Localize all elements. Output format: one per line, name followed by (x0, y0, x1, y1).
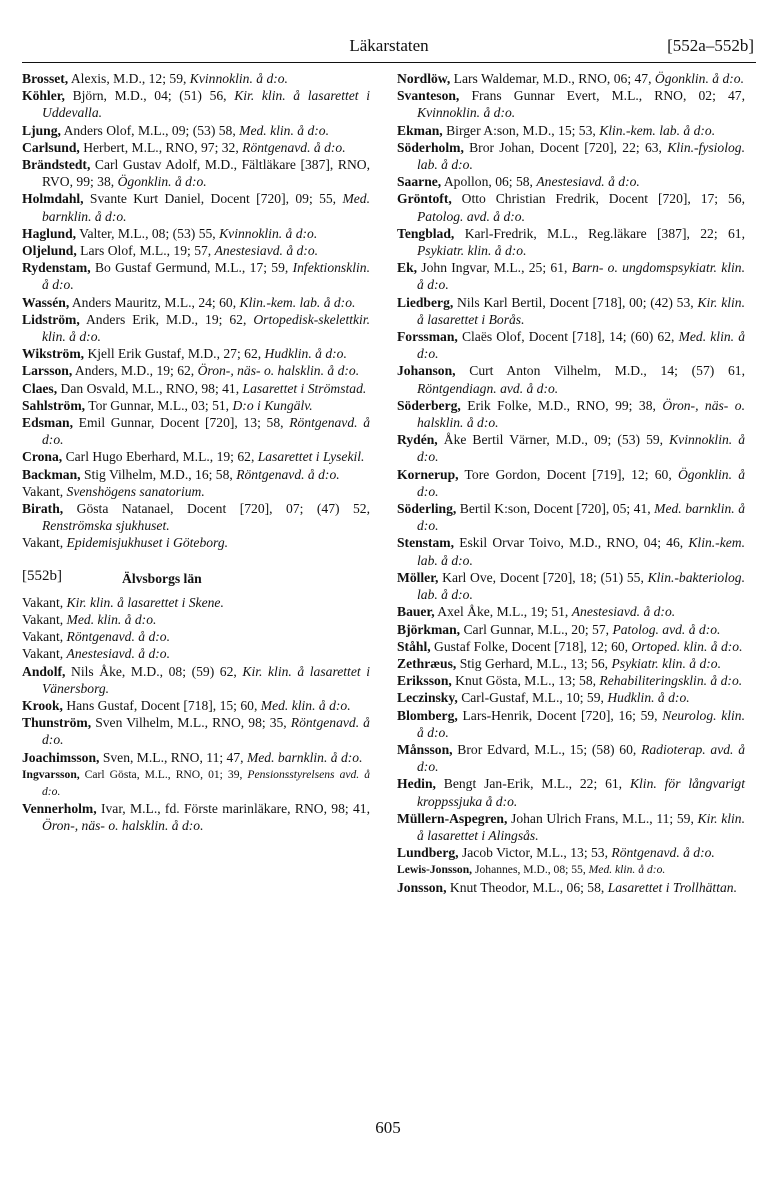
entry-details: Bertil K:son, Docent [720], 05; 41, (456, 501, 655, 517)
entry-workplace: Anestesiavd. å d:o. (536, 174, 640, 190)
entry-details: Sven, M.L., RNO, 11; 47, (99, 749, 247, 765)
entry-workplace: Kir. klin. å lasarettet i Alingsås. (417, 810, 746, 843)
directory-entry (22, 500, 370, 534)
entry-details: Anders Olof, M.L., 09; (53) 58, (60, 122, 240, 138)
entry-details: Eskil Orvar Toivo, M.D., RNO, 04; 46, (454, 535, 689, 551)
directory-entry (22, 259, 370, 293)
entry-workplace: Röntgendiagn. avd. å d:o. (417, 380, 559, 396)
directory-entry (22, 448, 370, 465)
directory-entry (397, 87, 745, 121)
entry-details: Anders Mauritz, M.L., 24; 60, (69, 294, 240, 310)
entry-workplace: Röntgenavd. å d:o. (42, 715, 370, 748)
entry-details: Bror Edvard, M.L., 15; (58) 60, (452, 741, 642, 757)
entry-details: Lars Olof, M.L., 19; 57, (76, 243, 215, 259)
directory-entry (397, 879, 745, 896)
entry-workplace: Psykiatr. klin. å d:o. (611, 655, 721, 671)
entry-workplace: Med. barnklin. å d:o. (417, 501, 745, 534)
entry-surname: Svanteson, (397, 88, 460, 104)
directory-entry (397, 397, 745, 431)
entry-workplace: Kvinnoklin. å d:o. (219, 225, 318, 241)
entry-surname: Björkman, (397, 621, 461, 637)
entry-details: Björn, M.D., 04; (51) 56, (64, 88, 235, 104)
entry-surname: Oljelund, (22, 243, 77, 259)
entry-surname: Haglund, (22, 225, 77, 241)
entry-details: Johan Ulrich Frans, M.L., 11; 59, (507, 810, 698, 826)
directory-entry (397, 534, 745, 568)
entry-details: Curt Anton Vilhelm, M.D., 14; (57) 61, (455, 363, 745, 379)
entry-details: Carl-Gustaf, M.L., 10; 59, (457, 690, 608, 706)
directory-entry (397, 775, 745, 809)
directory-entry (397, 70, 745, 87)
entry-details: Nils Åke, M.D., 08; (59) 62, (65, 663, 243, 679)
entry-surname: Jonsson, (397, 879, 447, 895)
directory-entry (22, 766, 370, 800)
entry-workplace: Med. klin. å d:o. (66, 611, 157, 627)
entry-surname: Zethræus, (397, 655, 457, 671)
entry-workplace: Hudklin. å d:o. (264, 346, 347, 362)
entry-details: Stig Vilhelm, M.D., 16; 58, (80, 466, 237, 482)
entry-workplace: Svenshögens sanatorium. (66, 483, 205, 499)
entry-surname: Backman, (22, 466, 81, 482)
directory-entry (22, 362, 370, 379)
entry-details: Jacob Victor, M.L., 13; 53, (458, 845, 612, 861)
entry-surname: Rydenstam, (22, 260, 91, 276)
entry-surname: Sahlström, (22, 397, 86, 413)
entry-workplace: D:o i Kungälv. (232, 397, 313, 413)
directory-entry (22, 139, 370, 156)
entry-workplace: Ortoped. klin. å d:o. (631, 638, 743, 654)
entry-workplace: Lasarettet i Strömstad. (242, 380, 367, 396)
entry-details: Karl Ove, Docent [720], 18; (51) 55, (438, 569, 648, 585)
directory-entry (22, 800, 370, 834)
entry-surname: Forssman, (397, 329, 458, 345)
entry-surname: Månsson, (397, 741, 453, 757)
entry-workplace: Psykiatr. klin. å d:o. (417, 243, 527, 259)
entry-surname: Rydén, (397, 432, 438, 448)
entry-surname: Johanson, (397, 363, 456, 379)
directory-entry (22, 380, 370, 397)
entry-details: Vakant, (22, 535, 67, 551)
directory-entry (397, 621, 745, 638)
entry-workplace: Epidemisjukhuset i Göteborg. (66, 535, 229, 551)
entry-workplace: Neurolog. klin. å d:o. (417, 707, 745, 740)
entry-surname: Saarne, (397, 174, 442, 190)
entry-workplace: Med. klin. å d:o. (588, 863, 666, 877)
entry-workplace: Med. barnklin. å d:o. (42, 191, 370, 224)
entry-workplace: Med. klin. å d:o. (417, 329, 745, 362)
entry-workplace: Klin.-kem. lab. å d:o. (599, 122, 716, 138)
entry-workplace: Ortopedisk-skelettkir. klin. å d:o. (42, 311, 370, 345)
entry-details: Vakant, (22, 646, 67, 662)
entry-surname: Carlsund, (22, 139, 80, 155)
entry-details: Bo Gustaf Germund, M.L., 17; 59, (90, 260, 293, 276)
entry-workplace: Hudklin. å d:o. (607, 690, 690, 706)
running-title: Läkarstaten (349, 36, 429, 55)
entry-details: Vakant, (22, 594, 67, 610)
left-column (22, 70, 370, 835)
directory-entry (22, 122, 370, 139)
directory-entry (397, 328, 745, 362)
entry-workplace: Pensionsstyrelsens avd. å d:o. (42, 767, 371, 798)
entry-workplace: Anestesiavd. å d:o. (214, 243, 319, 259)
entry-surname: Joachimsson, (22, 749, 100, 765)
entry-details: Bror Johan, Docent [720], 22; 63, (463, 139, 668, 155)
entry-details: Emil Gunnar, Docent [720], 13; 58, (73, 415, 290, 431)
entry-surname: Müllern-Aspegren, (397, 810, 508, 826)
entry-surname: Ekman, (397, 122, 443, 138)
entry-details: Knut Theodor, M.L., 06; 58, (446, 879, 608, 895)
section-number: [552b] (22, 567, 62, 584)
directory-entry (22, 697, 370, 714)
entry-surname: Brosset, (22, 71, 69, 86)
entry-details: Ivar, M.L., fd. Förste marinläkare, RNO, 98; 41, (96, 801, 370, 817)
entry-workplace: Kir. klin. å lasarettet i Borås. (417, 294, 745, 327)
directory-entry (397, 431, 745, 465)
entry-list-vastra-gotaland (22, 70, 370, 552)
entry-surname: Stenstam, (397, 535, 455, 551)
entry-workplace: Kvinnoklin. å d:o. (189, 71, 288, 86)
entry-surname: Crona, (22, 449, 63, 465)
directory-entry (397, 638, 745, 655)
section-heading (22, 568, 370, 590)
entry-workplace: Röntgenavd. å d:o. (66, 629, 170, 645)
entry-surname: Söderholm, (397, 139, 464, 155)
entry-details: Bengt Jan-Erik, M.L., 22; 61, (435, 776, 630, 792)
page-number: 605 (375, 1118, 401, 1137)
entry-workplace: Röntgenavd. å d:o. (611, 845, 715, 861)
entry-details: Valter, M.L., 08; (53) 55, (76, 225, 220, 241)
entry-surname: Söderberg, (397, 397, 461, 413)
directory-entry (397, 810, 745, 844)
entry-workplace: Lasarettet i Lysekil. (257, 449, 365, 465)
entry-workplace: Renströmska sjukhuset. (42, 518, 170, 534)
entry-details: Axel Åke, M.L., 19; 51, (434, 604, 572, 620)
entry-details: Alexis, M.D., 12; 59, (68, 71, 190, 86)
entry-details: Otto Christian Fredrik, Docent [720], 17; 56, (451, 191, 745, 207)
directory-entry (22, 225, 370, 242)
entry-details: Hans Gustaf, Docent [718], 15; 60, (62, 697, 261, 713)
entry-details: Karl-Fredrik, M.L., Reg.läkare [387], 22; 61, (454, 225, 745, 241)
entry-details: Gustaf Folke, Docent [718], 12; 60, (430, 638, 632, 654)
entry-surname: Leczinsky, (397, 690, 458, 706)
entry-details: Anders Erik, M.D., 19; 62, (79, 311, 254, 327)
entry-workplace: Öron-, näs- o. halsklin. å d:o. (42, 818, 204, 834)
entry-workplace: Ögonklin. å d:o. (654, 71, 744, 86)
entry-list-right (397, 70, 745, 896)
directory-entry (22, 87, 370, 121)
right-column (397, 70, 745, 896)
directory-entry (22, 190, 370, 224)
directory-entry (397, 122, 745, 139)
directory-entry (22, 397, 370, 414)
entry-workplace: Kir. klin. å lasarettet i Uddevalla. (42, 88, 370, 121)
entry-surname: Wikström, (22, 346, 85, 362)
entry-workplace: Anestesiavd. å d:o. (571, 604, 676, 620)
entry-surname: Kornerup, (397, 466, 459, 482)
entry-details: Johannes, M.D., 08; 55, (472, 863, 589, 877)
directory-entry (22, 311, 370, 345)
directory-entry (397, 844, 745, 861)
directory-entry (397, 672, 745, 689)
entry-surname: Blomberg, (397, 707, 458, 723)
entry-workplace: Röntgenavd. å d:o. (42, 415, 370, 448)
directory-entry (22, 611, 370, 628)
directory-entry (397, 741, 745, 775)
entry-surname: Ljung, (22, 122, 61, 138)
entry-workplace: Klin.-kem. lab. å d:o. (417, 535, 745, 568)
entry-details: Anders, M.D., 19; 62, (72, 363, 198, 379)
directory-entry (22, 242, 370, 259)
entry-details: Åke Bertil Värner, M.D., 09; (53) 59, (437, 432, 670, 448)
directory-entry (22, 483, 370, 500)
entry-surname: Söderling, (397, 501, 457, 517)
entry-surname: Ståhl, (397, 638, 431, 654)
entry-workplace: Radioterap. avd. å d:o. (417, 741, 745, 775)
directory-entry (397, 655, 745, 672)
entry-workplace: Lasarettet i Trollhättan. (607, 879, 737, 895)
entry-surname: Vennerholm, (22, 801, 97, 817)
entry-workplace: Kir. klin. å lasarettet i Skene. (66, 594, 224, 610)
entry-details: Tore Gordon, Docent [719], 12; 60, (458, 466, 678, 482)
entry-details: Gösta Natanael, Docent [720], 07; (47) 52, (63, 501, 370, 517)
entry-details: Birger A:son, M.D., 15; 53, (442, 122, 600, 138)
entry-workplace: Infektionsklin. å d:o. (42, 260, 370, 293)
entry-workplace: Ögonklin. å d:o. (417, 466, 745, 499)
directory-entry (22, 156, 370, 190)
entry-workplace: Med. klin. å d:o. (239, 122, 329, 138)
entry-workplace: Anestesiavd. å d:o. (66, 646, 170, 662)
directory-entry (397, 466, 745, 500)
directory-entry (22, 345, 370, 362)
entry-workplace: Klin. för långvarigt kroppssjuka å d:o. (417, 776, 745, 809)
directory-entry (22, 628, 370, 645)
entry-details: Knut Gösta, M.L., 13; 58, (451, 673, 600, 689)
entry-details: Tor Gunnar, M.L., 03; 51, (85, 397, 233, 413)
directory-entry (22, 594, 370, 611)
directory-entry (397, 569, 745, 603)
directory-entry (397, 139, 745, 173)
directory-entry (397, 362, 745, 396)
directory-entry (397, 603, 745, 620)
entry-surname: Birath, (22, 501, 64, 517)
directory-entry (397, 861, 745, 878)
directory-entry (22, 534, 370, 551)
entry-surname: Eriksson, (397, 673, 452, 689)
entry-details: Carl Gösta, M.L., RNO, 01; 39, (79, 767, 248, 781)
directory-entry (22, 414, 370, 448)
directory-entry (22, 714, 370, 748)
entry-details: Carl Gunnar, M.L., 20; 57, (460, 621, 613, 637)
entry-workplace: Kir. klin. å lasarettet i Vänersborg. (42, 663, 370, 696)
entry-workplace: Rehabiliteringsklin. å d:o. (599, 673, 743, 689)
entry-surname: Holmdahl, (22, 191, 84, 207)
entry-workplace: Patolog. avd. å d:o. (612, 621, 721, 637)
entry-details: John Ingvar, M.L., 25; 61, (417, 260, 572, 276)
entry-surname: Möller, (397, 569, 439, 585)
entry-surname: Tengblad, (397, 225, 455, 241)
entry-details: Carl Hugo Eberhard, M.L., 19; 62, (62, 449, 258, 465)
directory-entry (397, 190, 745, 224)
entry-workplace: Öron-, näs- o. halsklin. å d:o. (197, 363, 360, 379)
directory-entry (397, 707, 745, 741)
entry-workplace: Röntgenavd. å d:o. (236, 466, 340, 482)
directory-entry (397, 689, 745, 706)
page-header (22, 36, 756, 63)
entry-workplace: Barn- o. ungdomspsykiatr. klin. å d:o. (417, 260, 745, 293)
entry-details: Svante Kurt Daniel, Docent [720], 09; 55, (83, 191, 343, 207)
entry-surname: Edsman, (22, 415, 73, 431)
directory-entry (397, 225, 745, 259)
entry-details: Vakant, (22, 611, 67, 627)
entry-details: Herbert, M.L., RNO, 97; 32, (79, 139, 243, 155)
entry-details: Lars Waldemar, M.D., RNO, 06; 47, (450, 71, 655, 86)
entry-surname: Hedin, (397, 776, 436, 792)
entry-workplace: Klin.-kem. lab. å d:o. (239, 294, 356, 310)
entry-workplace: Ögonklin. å d:o. (117, 174, 207, 190)
entry-surname: Köhler, (22, 88, 65, 104)
entry-details: Dan Osvald, M.L., RNO, 98; 41, (57, 380, 243, 396)
entry-surname: Andolf, (22, 663, 66, 679)
entry-surname: Claes, (22, 380, 58, 396)
directory-entry (22, 70, 370, 87)
directory-entry (397, 500, 745, 534)
entry-workplace: Öron-, näs- o. halsklin. å d:o. (417, 397, 745, 431)
entry-details: Frans Gunnar Evert, M.L., RNO, 02; 47, (459, 88, 745, 104)
entry-details: Vakant, (22, 483, 67, 499)
entry-surname: Lewis-Jonsson, (397, 863, 473, 877)
entry-details: Apollon, 06; 58, (441, 174, 537, 190)
directory-entry (397, 173, 745, 190)
entry-list-alvsborg (22, 594, 370, 835)
entry-workplace: Med. barnklin. å d:o. (246, 749, 363, 765)
section-range: [552a–552b] (667, 36, 754, 55)
entry-workplace: Röntgenavd. å d:o. (242, 139, 346, 155)
section-title: Älvsborgs län (122, 570, 202, 586)
entry-workplace: Kvinnoklin. å d:o. (417, 105, 516, 121)
directory-entry (22, 466, 370, 483)
directory-entry (22, 645, 370, 662)
entry-surname: Krook, (22, 697, 63, 713)
entry-details: Sven Vilhelm, M.L., RNO, 98; 35, (91, 715, 291, 731)
entry-surname: Thunström, (22, 715, 92, 731)
entry-surname: Brändstedt, (22, 157, 91, 173)
entry-details: Nils Karl Bertil, Docent [718], 00; (42) 53, (453, 294, 698, 310)
entry-details: Erik Folke, M.D., RNO, 99; 38, (460, 397, 663, 413)
entry-surname: Larsson, (22, 363, 73, 379)
directory-entry (397, 294, 745, 328)
entry-details: Lars-Henrik, Docent [720], 16; 59, (457, 707, 663, 723)
entry-workplace: Patolog. avd. å d:o. (417, 208, 525, 224)
entry-surname: Bauer, (397, 604, 435, 620)
entry-details: Carl Gustav Adolf, M.D., Fältläkare [387], RNO, RVO, 99; 38, (42, 157, 370, 190)
entry-details: Kjell Erik Gustaf, M.D., 27; 62, (84, 346, 265, 362)
entry-surname: Ingvarsson, (22, 767, 80, 781)
directory-entry (22, 294, 370, 311)
entry-surname: Lundberg, (397, 845, 459, 861)
entry-surname: Lidström, (22, 311, 80, 327)
entry-details: Claës Olof, Docent [718], 14; (60) 62, (457, 329, 679, 345)
entry-surname: Liedberg, (397, 294, 454, 310)
entry-workplace: Klin.-bakteriolog. lab. å d:o. (417, 569, 745, 603)
entry-details: Stig Gerhard, M.L., 13; 56, (456, 655, 612, 671)
directory-entry (22, 749, 370, 766)
directory-entry (397, 259, 745, 293)
entry-workplace: Kvinnoklin. å d:o. (417, 432, 745, 465)
directory-entry (22, 663, 370, 697)
entry-surname: Gröntoft, (397, 191, 452, 207)
entry-workplace: Klin.-fysiolog. lab. å d:o. (417, 139, 745, 173)
entry-surname: Nordlöw, (397, 71, 451, 86)
entry-workplace: Med. klin. å d:o. (260, 697, 351, 713)
entry-details: Vakant, (22, 629, 67, 645)
entry-surname: Wassén, (22, 294, 70, 310)
entry-surname: Ek, (397, 260, 418, 276)
